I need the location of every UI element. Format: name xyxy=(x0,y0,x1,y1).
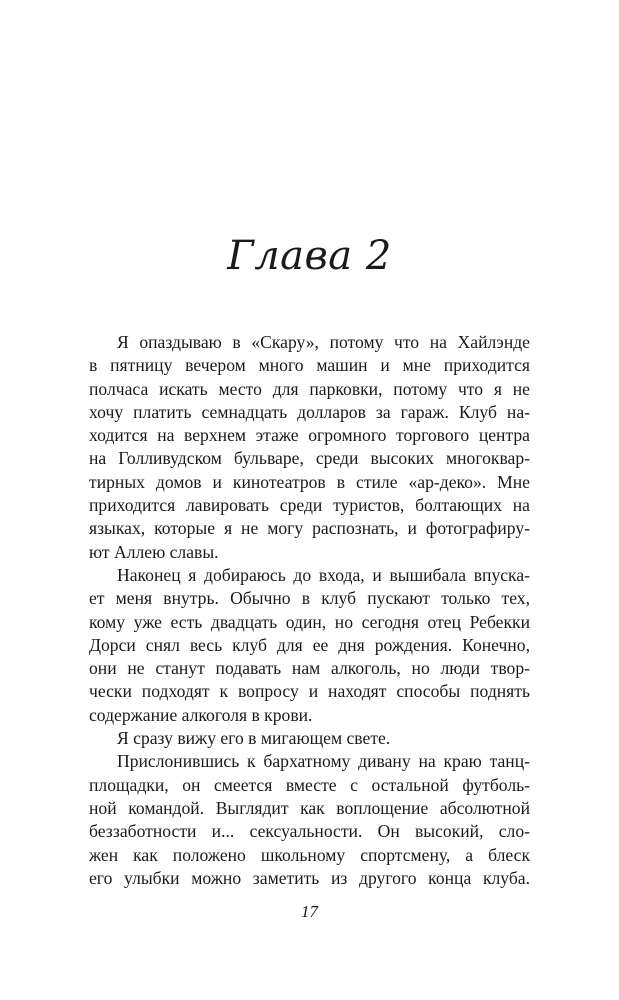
text-line: хочу платить семнадцать долларов за гараж. Клуб на- xyxy=(89,401,530,422)
text-line: тирных домов и кинотеатров в стиле «ар-деко». Мне xyxy=(89,471,530,492)
text-line: чески подходят к вопросу и находят способы поднять xyxy=(89,681,530,702)
text-line: на Голливудском бульваре, среди высоких многоквар- xyxy=(89,448,530,469)
text-line: языках, которые я не могу распознать, и фотографиру- xyxy=(89,518,530,539)
text-line: Дорси снял весь клуб для ее дня рождения. Конечно, xyxy=(89,634,530,655)
text-line: Прислонившись к бархатному дивану на краю танц- xyxy=(117,751,530,772)
text-line: кому уже есть двадцать один, но сегодня отец Ребекки xyxy=(89,611,530,632)
body-text xyxy=(89,331,530,890)
text-line: ют Аллею славы. xyxy=(89,541,219,562)
text-line: ной командой. Выглядит как воплощение абсолютной xyxy=(89,797,530,818)
text-line: полчаса искать место для парковки, потому что я не xyxy=(89,378,530,399)
chapter-title: Глава 2 xyxy=(227,233,392,279)
text-line: беззаботности и... сексуальности. Он высокий, сло- xyxy=(89,821,530,842)
text-line: приходится лавировать среди туристов, болтающих на xyxy=(89,495,530,516)
text-line: Наконец я добираюсь до входа, и вышибала впуска- xyxy=(117,564,530,585)
text-line: содержание алкоголя в крови. xyxy=(89,704,313,725)
page-number: 17 xyxy=(301,902,318,921)
text-line: Я сразу вижу его в мигающем свете. xyxy=(117,728,391,749)
text-line: его улыбки можно заметить из другого конца клуба. xyxy=(89,867,530,888)
text-line: Я опаздываю в «Скару», потому что на Хайлэнде xyxy=(117,332,530,352)
text-line: в пятницу вечером много машин и мне приходится xyxy=(89,355,530,376)
text-line: ет меня внутрь. Обычно в клуб пускают только тех, xyxy=(89,588,530,609)
text-line: они не станут подавать нам алкоголь, но люди твор- xyxy=(89,658,530,679)
text-line: ходится на верхнем этаже огромного торгового центра xyxy=(89,425,530,446)
text-line: площадки, он смеется вместе с остальной футболь- xyxy=(89,774,530,795)
text-line: жен как положено школьному спортсмену, а блеск xyxy=(89,844,530,865)
